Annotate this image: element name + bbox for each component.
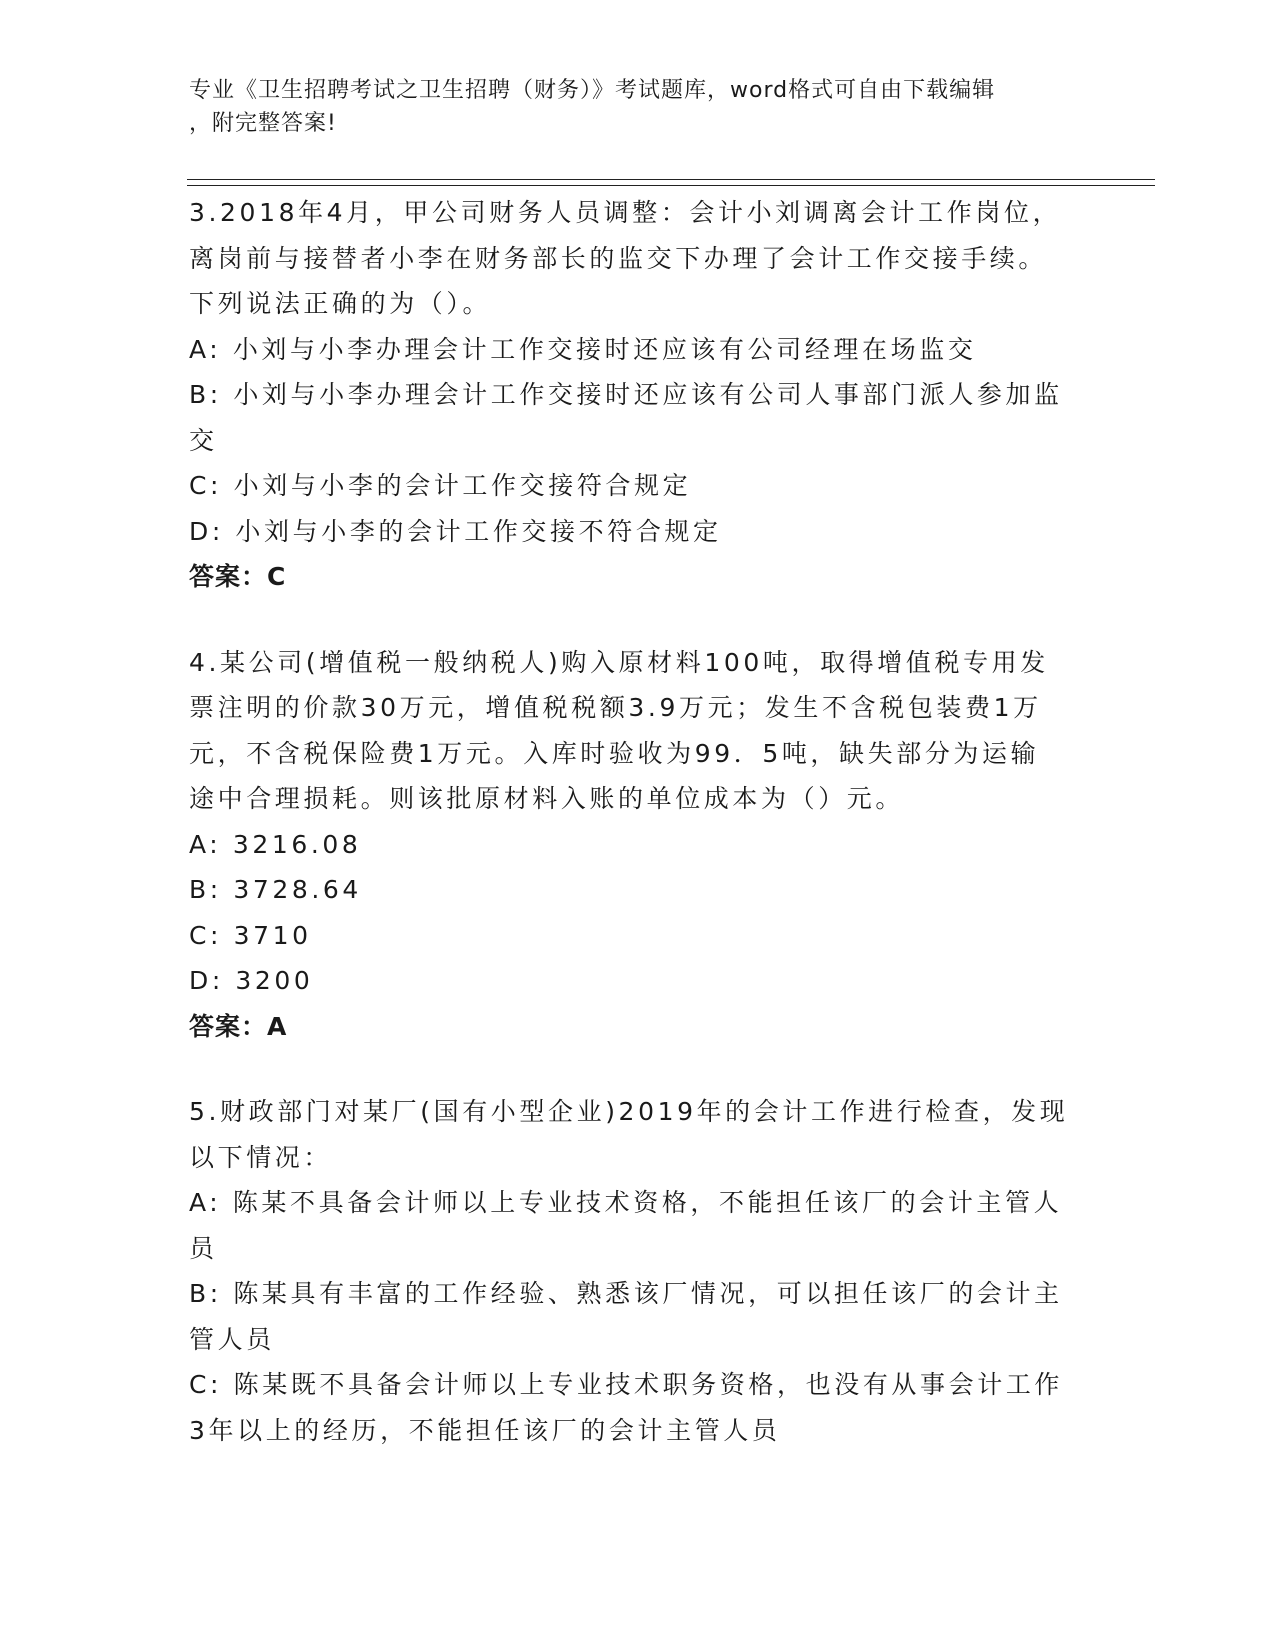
- header-line-1: 专业《卫生招聘考试之卫生招聘（财务）》考试题库，word格式可自由下载编辑: [189, 78, 996, 103]
- answer-label: 答案：C: [189, 562, 287, 591]
- question-stem-line: 4.某公司(增值税一般纳税人)购入原材料100吨，取得增值税专用发: [189, 647, 1049, 677]
- question-stem-line: 下列说法正确的为（）。: [189, 289, 492, 318]
- question-5: [189, 1089, 1069, 1453]
- document-header: [189, 74, 1069, 140]
- header-divider: [187, 179, 1155, 186]
- question-stem-line: 以下情况：: [189, 1142, 333, 1172]
- question-3: [189, 190, 1069, 600]
- option-b: B: 3728.64: [189, 875, 362, 904]
- question-stem-line: 元，不含税保险费1万元。入库时验收为99．5吨，缺失部分为运输: [189, 738, 1040, 768]
- option-c: C: 小刘与小李的会计工作交接符合规定: [189, 471, 692, 500]
- option-a: A: 小刘与小李办理会计工作交接时还应该有公司经理在场监交: [189, 334, 977, 364]
- header-line-2: ，附完整答案!: [189, 111, 337, 136]
- option-d: D: 小刘与小李的会计工作交接不符合规定: [189, 516, 722, 546]
- option-c-continued: 3年以上的经历，不能担任该厂的会计主管人员: [189, 1415, 781, 1445]
- option-a-continued: 员: [189, 1233, 218, 1263]
- option-b: B: 小刘与小李办理会计工作交接时还应该有公司人事部门派人参加监: [189, 380, 1063, 409]
- option-c: C: 陈某既不具备会计师以上专业技术职务资格，也没有从事会计工作: [189, 1370, 1064, 1399]
- question-stem-line: 离岗前与接替者小李在财务部长的监交下办理了会计工作交接手续。: [189, 243, 1048, 273]
- question-stem-line: 票注明的价款30万元，增值税税额3.9万元；发生不含税包装费1万: [189, 693, 1042, 722]
- option-b: B: 陈某具有丰富的工作经验、熟悉该厂情况，可以担任该厂的会计主: [189, 1279, 1063, 1308]
- answer-label: 答案：A: [189, 1011, 288, 1041]
- option-d: D: 3200: [189, 966, 314, 995]
- option-b-continued: 管人员: [189, 1324, 275, 1354]
- question-stem-line: 3.2018年4月，甲公司财务人员调整：会计小刘调离会计工作岗位，: [189, 198, 1062, 227]
- question-4: [189, 640, 1069, 1050]
- question-stem-line: 5.财政部门对某厂(国有小型企业)2019年的会计工作进行检查，发现: [189, 1097, 1069, 1126]
- option-c: C: 3710: [189, 920, 312, 950]
- option-b-continued: 交: [189, 425, 218, 455]
- question-stem-line: 途中合理损耗。则该批原材料入账的单位成本为（）元。: [189, 784, 905, 813]
- option-a: A: 3216.08: [189, 829, 362, 859]
- option-a: A: 陈某不具备会计师以上专业技术资格，不能担任该厂的会计主管人: [189, 1188, 1063, 1217]
- question-list: [189, 190, 1069, 1453]
